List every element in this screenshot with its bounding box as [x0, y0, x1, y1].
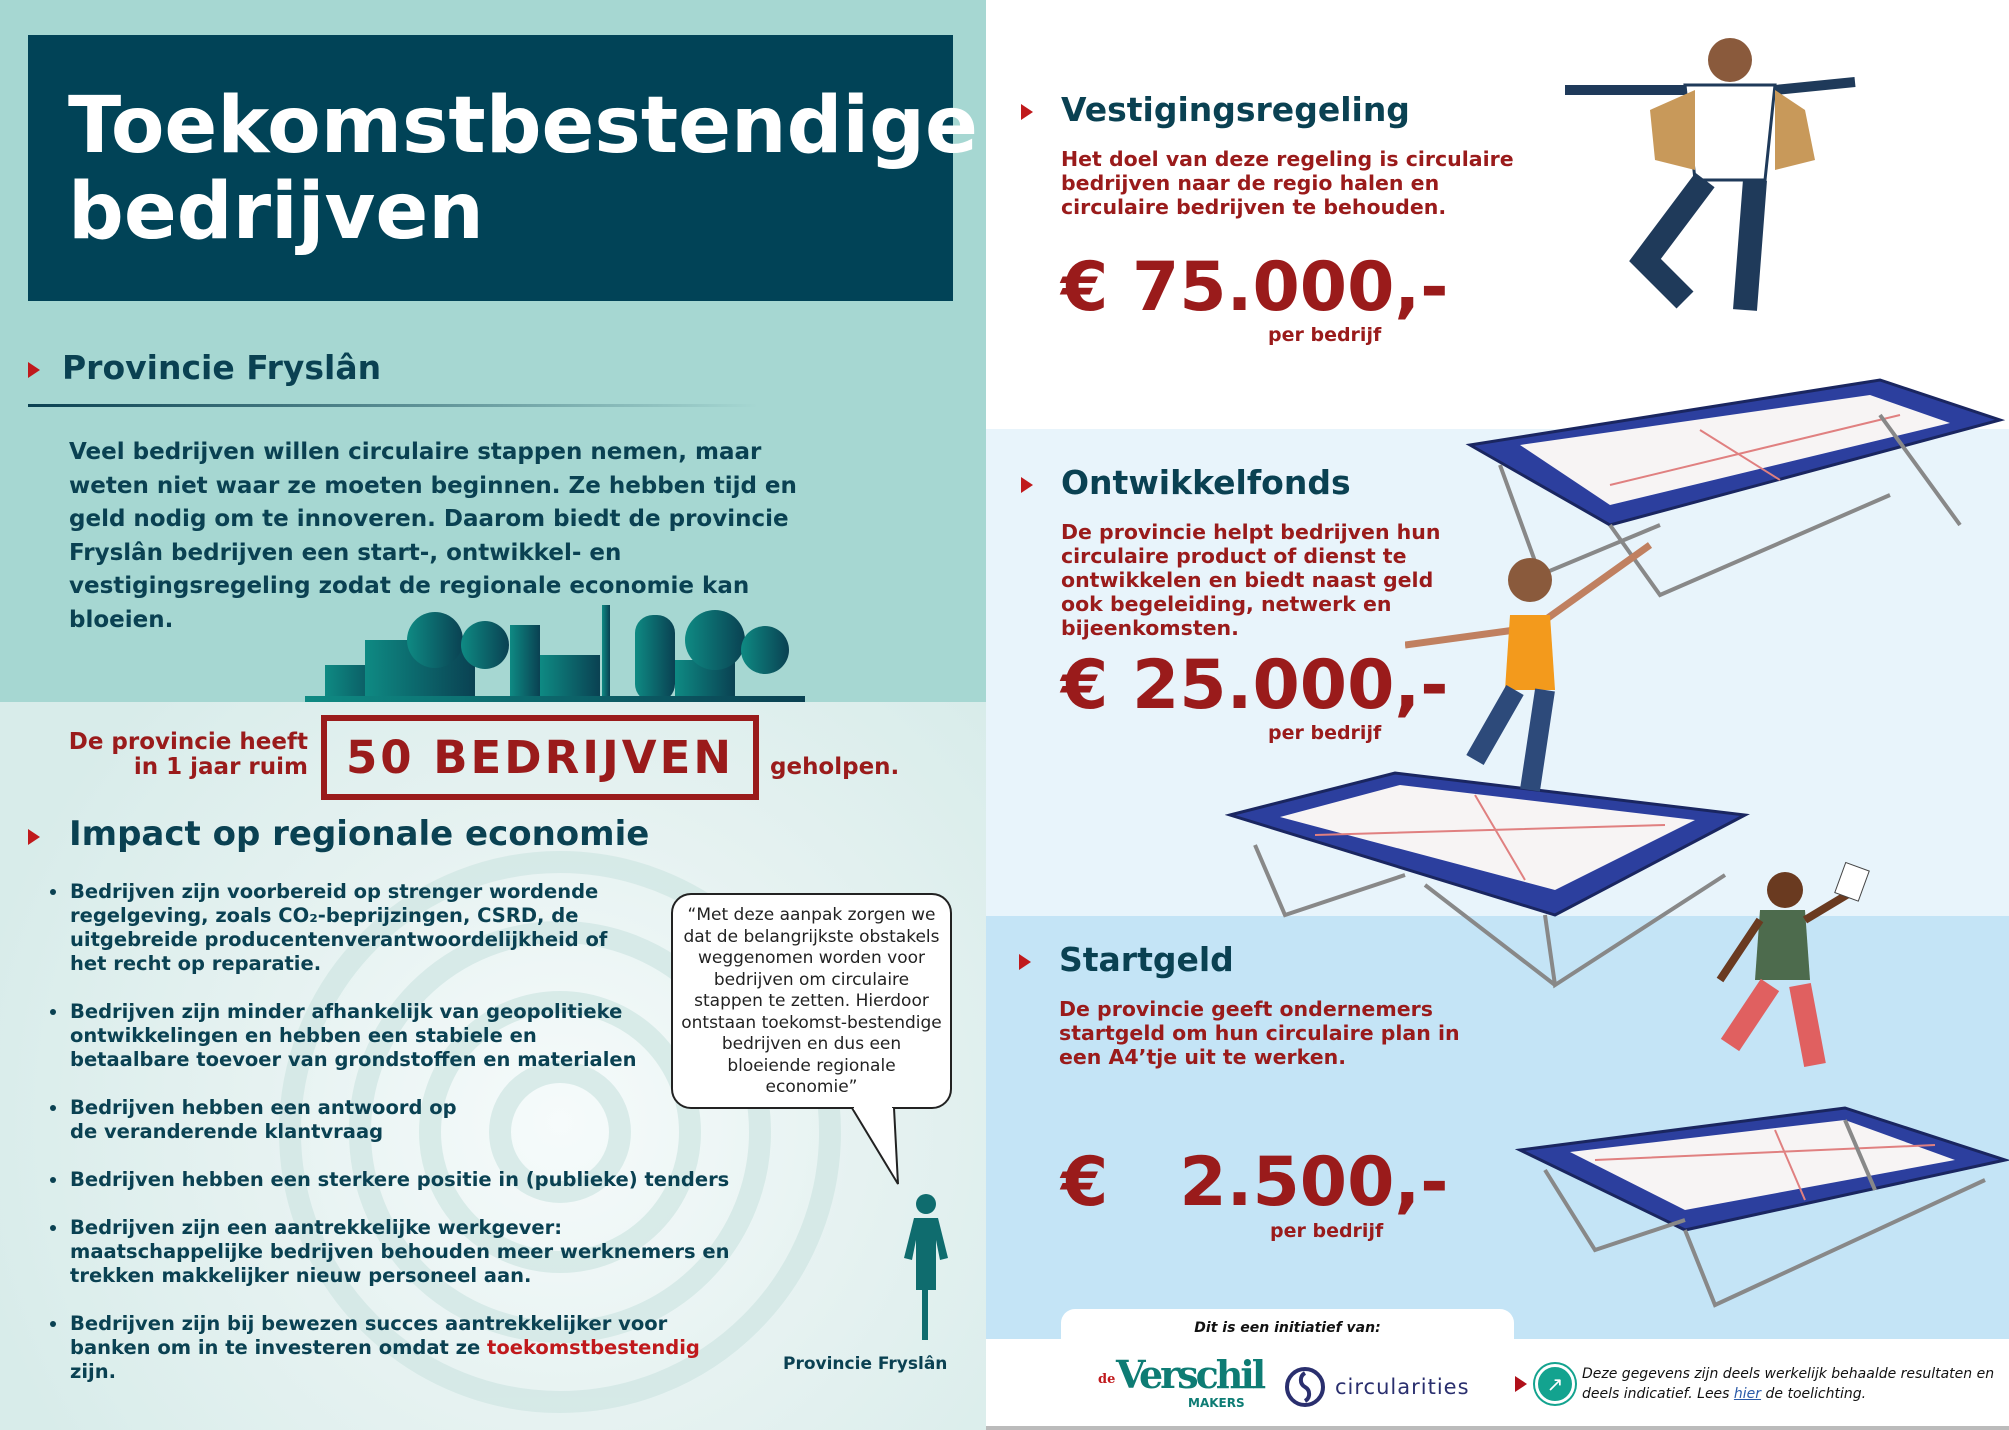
arrow-icon	[1515, 1376, 1527, 1392]
circularities-logo: circularities	[1283, 1365, 1470, 1409]
toelichting-link[interactable]: hier	[1733, 1386, 1762, 1402]
section-title: Provincie Fryslân	[62, 348, 382, 387]
quote-bubble	[671, 893, 952, 1109]
scheme-unit: per bedrijf	[1268, 324, 1382, 346]
bubble-tail	[850, 1106, 910, 1186]
list-item: Bedrijven zijn bij bewezen succes aantrekkelijker voor banken om in te investeren omdat ze toekomstbestendig zijn.	[48, 1312, 748, 1384]
scheme-description: Het doel van deze regeling is circulaire bedrijven naar de regio halen en circulaire bedrijven te behouden.	[1061, 147, 1514, 219]
scheme-unit: per bedrijf	[1270, 1220, 1384, 1242]
person-silhouette	[898, 1190, 958, 1340]
external-link-icon[interactable]: ↗	[1535, 1364, 1575, 1404]
scheme-description: De provincie geeft ondernemers startgeld om hun circulaire plan in een A4’tje uit te werken.	[1059, 997, 1460, 1069]
stat-suffix: geholpen.	[770, 754, 900, 780]
trampoline-illustration	[1515, 1100, 2009, 1315]
highlight-text: toekomstbestendig	[487, 1336, 700, 1359]
arrow-icon	[1019, 954, 1031, 970]
page-title: Toekomstbestendige bedrijven	[28, 35, 953, 301]
scheme-unit: per bedrijf	[1268, 722, 1382, 744]
list-item: Bedrijven zijn minder afhankelijk van geopolitieke ontwikkelingen en hebben een stabiele en betaalbare toevoer van grondstoffen en materialen	[48, 1000, 648, 1072]
skyline-illustration	[305, 600, 805, 702]
scheme-amount: € 25.000,-	[1061, 646, 1449, 725]
stat-prefix-2: in 1 jaar ruim	[133, 754, 308, 780]
list-item: Bedrijven hebben een antwoord op de veranderende klantvraag	[48, 1096, 468, 1144]
arrow-icon	[1021, 477, 1033, 493]
scheme-title: Startgeld	[1059, 940, 1234, 979]
scheme-amount: € 2.500,-	[1061, 1143, 1449, 1222]
arrow-icon	[28, 829, 40, 845]
jumping-man-illustration	[1565, 20, 1865, 370]
impact-title: Impact op regionale economie	[69, 814, 650, 854]
divider	[28, 404, 758, 407]
list-item: Bedrijven zijn voorbereid op strenger wordende regelgeving, zoals CO₂-beprijzingen, CSRD, de uitgebreide producentenverantwoordelijkheid of het recht op reparatie.	[48, 880, 608, 976]
verschilmakers-logo: de Verschil MAKERS	[1098, 1352, 1264, 1410]
stat-prefix-1: De provincie heeft	[68, 729, 308, 755]
scheme-title: Vestigingsregeling	[1061, 90, 1410, 129]
arrow-icon	[1021, 104, 1033, 120]
scheme-description: De provincie helpt bedrijven hun circulaire product of dienst te ontwikkelen en biedt naast geld ook begeleiding, netwerk en bijeenkomsten.	[1061, 520, 1441, 640]
quote-author: Provincie Fryslân	[783, 1354, 948, 1374]
data-note: Deze gegevens zijn deels werkelijk behaalde resultaten en deels indicatief. Lees hier de toelichting.	[1582, 1366, 1995, 1402]
quote-text: “Met deze aanpak zorgen we dat de belangrijkste obstakels weggenomen worden voor bedrijven om circulaire stappen te zetten. Hierdoor ontstaan toekomst-bestendige bedrijven en dus een bloeiende regionale economie”	[681, 905, 942, 1097]
intro-text: Veel bedrijven willen circulaire stappen nemen, maar weten niet waar ze moeten beginnen. Ze hebben tijd en geld nodig om te innoveren. Daarom biedt de provincie Fryslân bedrijven een start-, ontwikkel- en vestigingsregeling zodat de regionale economie kan bloeien.	[69, 439, 797, 633]
stat-value-box: 50 BEDRIJVEN	[321, 715, 759, 800]
scheme-amount: € 75.000,-	[1061, 248, 1449, 327]
jumping-boy-illustration	[1700, 860, 1870, 1080]
initiative-tab: Dit is een initiatief van:	[1061, 1309, 1514, 1369]
scheme-title: Ontwikkelfonds	[1061, 463, 1351, 502]
list-item: Bedrijven zijn een aantrekkelijke werkgever: maatschappelijke bedrijven behouden meer werknemers en trekken makkelijker nieuw personeel aan.	[48, 1216, 748, 1288]
circularities-icon	[1283, 1365, 1327, 1409]
list-item: Bedrijven hebben een sterkere positie in (publieke) tenders	[48, 1168, 748, 1192]
impact-list	[48, 880, 748, 1408]
arrow-icon	[28, 362, 40, 378]
